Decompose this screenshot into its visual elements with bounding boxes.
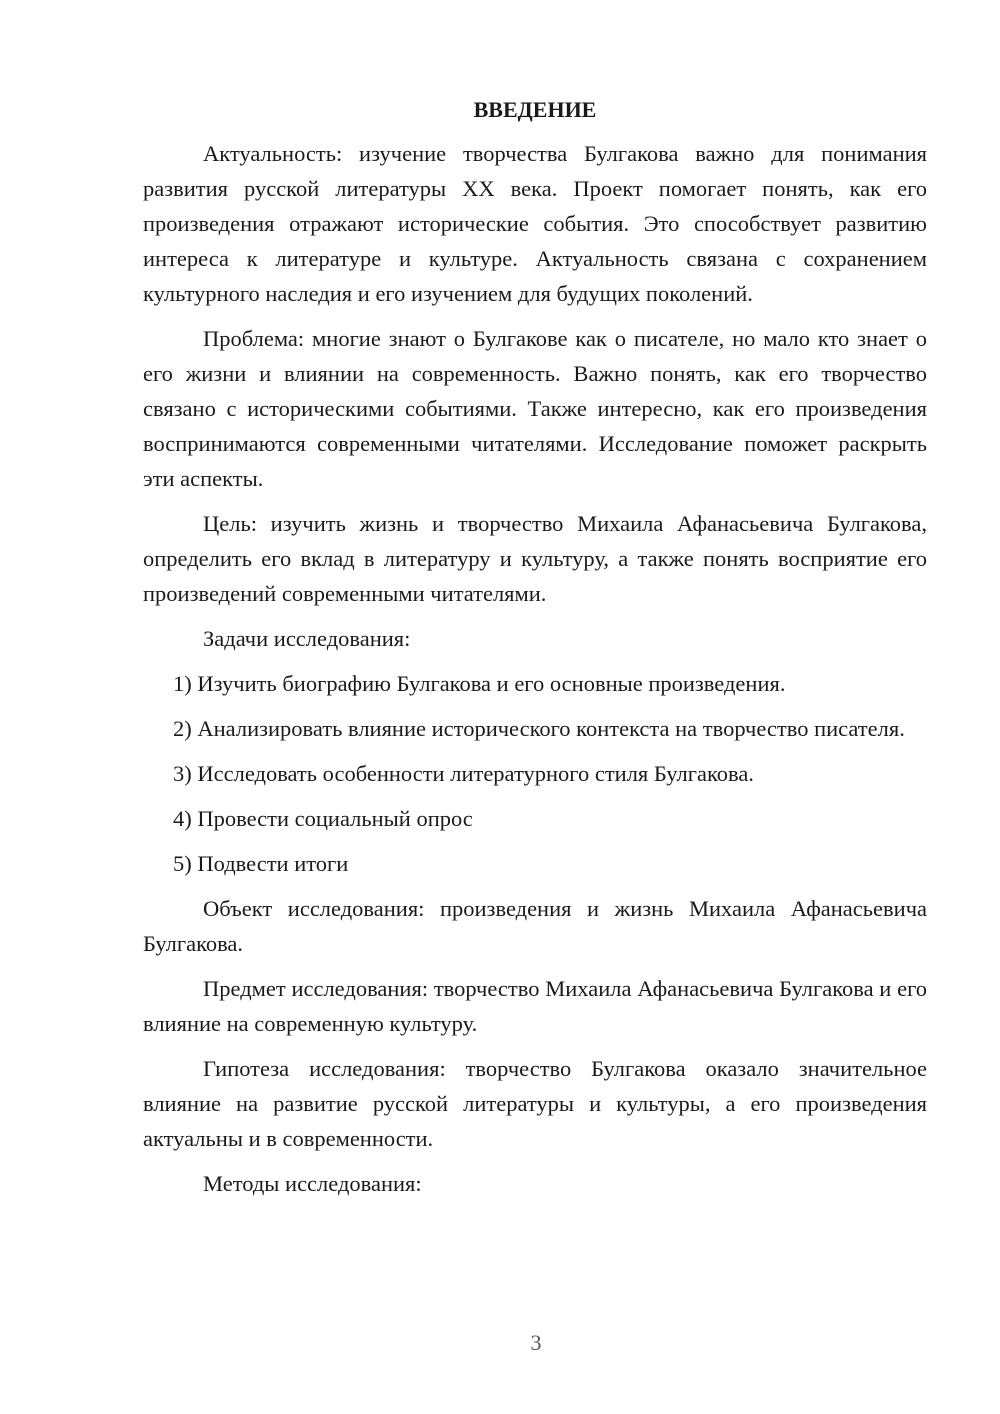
- paragraph-goal: Цель: изучить жизнь и творчество Михаила Афанасьевича Булгакова, определить его вклад в литературу и культуру, а также понять восприятие его произведений современными читателями.: [143, 511, 927, 606]
- page-number: 3: [530, 1330, 542, 1355]
- paragraph-problem: Проблема: многие знают о Булгакове как о писателе, но мало кто знает о его жизни и влиянии на современность. Важно понять, как его творчество связано с историческими событиями. Также интересно, как его произведения воспринимаются современными читателями. Исследование поможет раскрыть эти аспекты.: [143, 326, 927, 491]
- list-item: 1) Изучить биографию Булгакова и его основные произведения.: [173, 671, 786, 696]
- methods-heading: Методы исследования:: [203, 1171, 422, 1196]
- list-item: 5) Подвести итоги: [173, 851, 349, 876]
- list-item: 2) Анализировать влияние исторического контекста на творчество писателя.: [173, 716, 905, 741]
- document-body: [143, 94, 927, 1211]
- list-item: 3) Исследовать особенности литературного стиля Булгакова.: [173, 761, 754, 786]
- page-title: ВВЕДЕНИЕ: [473, 97, 597, 122]
- paragraph-hypothesis: Гипотеза исследования: творчество Булгакова оказало значительное влияние на развитие русской литературы и культуры, а его произведения актуальны и в современности.: [143, 1056, 927, 1151]
- tasks-heading: Задачи исследования:: [203, 626, 411, 651]
- paragraph-relevance: Актуальность: изучение творчества Булгакова важно для понимания развития русской литературы XX века. Проект помогает понять, как его произведения отражают исторические события. Это способствует развитию интереса к литературе и культуре. Актуальность связана с сохранением культурного наследия и его изучением для будущих поколений.: [143, 141, 927, 306]
- list-item: 4) Провести социальный опрос: [173, 806, 473, 831]
- paragraph-object: Объект исследования: произведения и жизнь Михаила Афанасьевича Булгакова.: [143, 896, 927, 956]
- paragraph-subject: Предмет исследования: творчество Михаила Афанасьевича Булгакова и его влияние на современную культуру.: [143, 976, 927, 1036]
- tasks-list: [143, 666, 927, 881]
